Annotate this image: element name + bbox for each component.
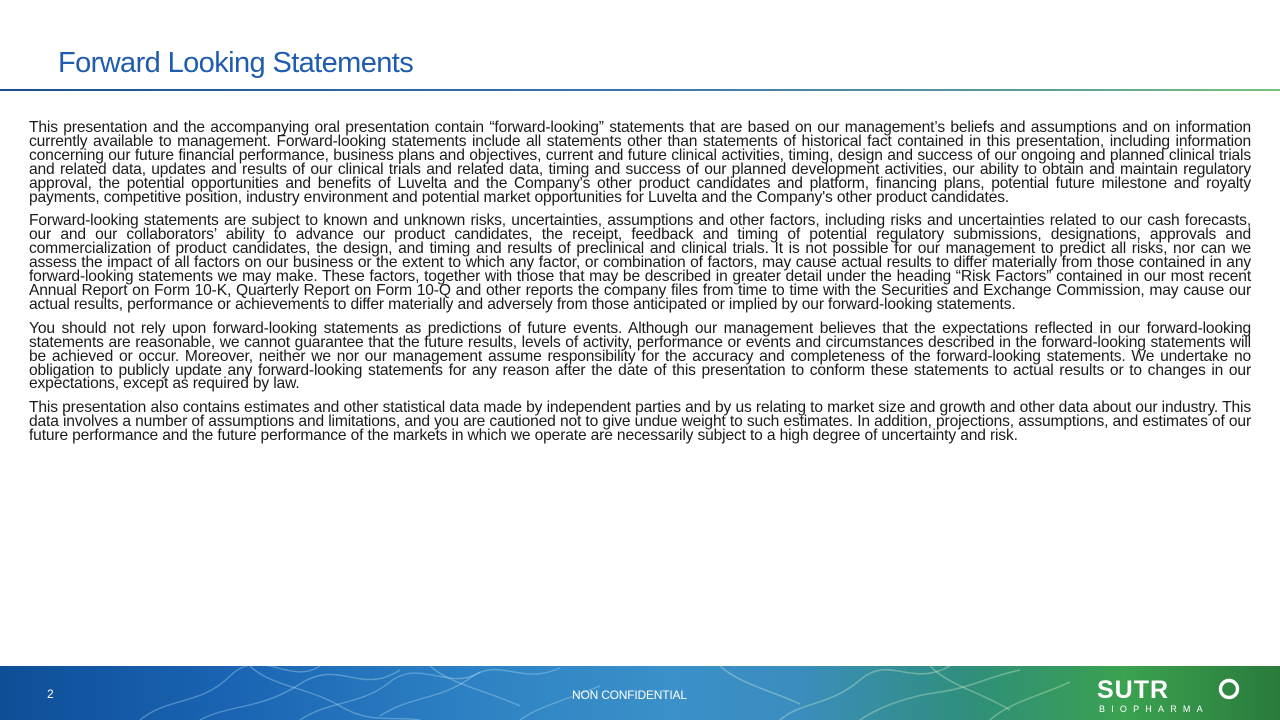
paragraph-forward-looking-intro: This presentation and the accompanying oral presentation contain “forward-looking” statements that are based on our management’s beliefs and assumptions and on information currently available to management. Forward-looking statements include all statements other than statements of historical fact contained in this presentation, including information concerning our future financial performance, business plans and objectives, current and future clinical activities, timing, design and success of our ongoing and planned clinical trials and related data, updates and results of our clinical trials and related data, timing and success of our planned development activities, our ability to obtain and maintain regulatory approval, the potential opportunities and benefits of Luvelta and the Company's other product candidates and platform, financing plans, potential future milestone and royalty payments, competitive position, industry environment and potential market opportunities for Luvelta and the Company's other product candidates.	[29, 119, 1251, 206]
logo-wordmark: SUTR	[1097, 676, 1170, 704]
sutro-biopharma-logo	[1097, 674, 1247, 714]
title-divider	[0, 89, 1280, 91]
logo-o-ring-icon	[1221, 681, 1238, 698]
logo-subtitle: BIOPHARMA	[1099, 704, 1209, 714]
paragraph-risks: Forward-looking statements are subject to known and unknown risks, uncertainties, assumptions and other factors, including risks and uncertainties related to our cash forecasts, our and our collaborators’ ability to advance our product candidates, the receipt, feedback and timing of potential regulatory submissions, designations, approvals and commercialization of product candidates, the design, and timing and results of preclinical and clinical trials. It is not possible for our management to predict all risks, nor can we assess the impact of all factors on our business or the extent to which any factor, or combination of factors, may cause actual results to differ materially from those contained in any forward-looking statements we may make. These factors, together with those that may be described in greater detail under the heading “Risk Factors” contained in our most recent Annual Report on Form 10-K, Quarterly Report on Form 10-Q and other reports the company files from time to time with the Securities and Exchange Commission, may cause our actual results, performance or achievements to differ materially and adversely from those anticipated or implied by our forward-looking statements.	[29, 212, 1251, 313]
disclaimer-body	[29, 121, 1251, 453]
paragraph-estimates: This presentation also contains estimates and other statistical data made by independent parties and by us relating to market size and growth and other data about our industry. This data involves a number of assumptions and limitations, and you are cautioned not to give undue weight to such estimates. In addition, projections, assumptions, and estimates of our future performance and the future performance of the markets in which we operate are necessarily subject to a high degree of uncertainty and risk.	[29, 399, 1251, 445]
paragraph-reliance: You should not rely upon forward-looking statements as predictions of future events. Although our management believes that the expectations reflected in our forward-looking statements are reasonable, we cannot guarantee that the future results, levels of activity, performance or events and circumstances described in the forward-looking statements will be achieved or occur. Moreover, neither we nor our management assume responsibility for the accuracy and completeness of the forward-looking statements. We undertake no obligation to publicly update any forward-looking statements for any reason after the date of this presentation to conform these statements to actual results or to changes in our expectations, except as required by law.	[29, 319, 1251, 393]
page-title: Forward Looking Statements	[58, 47, 414, 79]
classification-label: NON CONFIDENTIAL	[572, 688, 687, 702]
page-number: 2	[47, 687, 54, 701]
